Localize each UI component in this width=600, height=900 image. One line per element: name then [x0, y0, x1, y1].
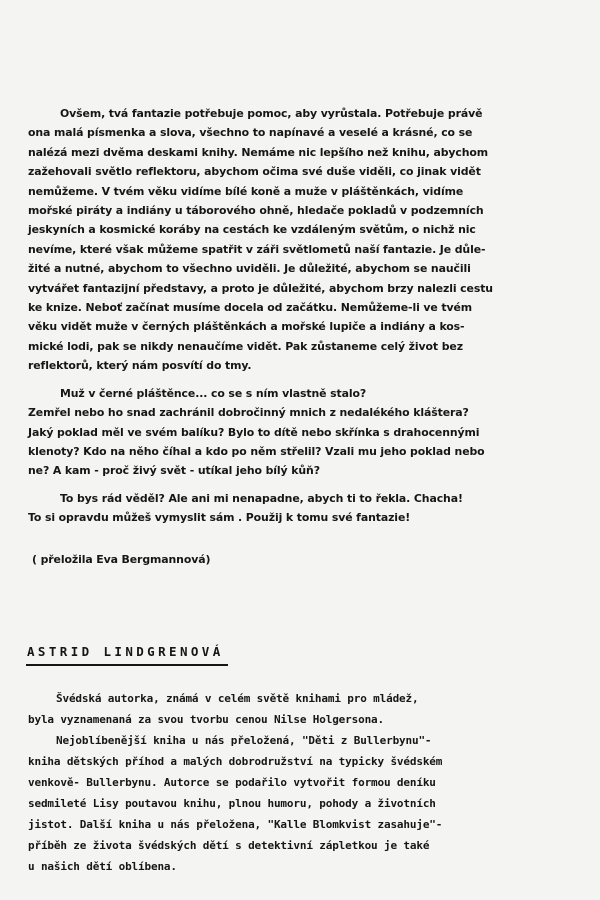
essay-line: nalézá mezi dvěma deskami knihy. Nemáme nic lepšího než knihu, abychom: [28, 145, 489, 159]
question-line: Muž v černé pláštěnce... co se s ním vlastně stalo?: [60, 386, 367, 400]
essay-line: ona malá písmenka a slova, všechno to napínavé a veselé a krásné, co se: [28, 126, 473, 140]
essay-line: nemůžeme. V tvém věku vidíme bílé koně a muže v pláštěnkách, vidíme: [28, 184, 464, 198]
bio-line: jistot. Další kniha u nás přeložena, "Kalle Blomkvist zasahuje"-: [28, 818, 443, 831]
essay-line: mické lodi, pak se nikdy nenaučíme vidět. Pak zůstaneme celý život bez: [28, 339, 463, 353]
bio-line: příběh ze života švédských dětí s detektivní zápletkou je také: [28, 839, 430, 852]
essay-line: jeskyních a kosmické koráby na cestách ke vzdáleným světům, o nichž nic: [28, 223, 476, 237]
translator-credit: ( přeložila Eva Bergmannová): [32, 552, 211, 566]
author-heading-block: [26, 644, 228, 666]
closing-line: To si opravdu můžeš vymyslit sám . Použij k tomu své fantazie!: [28, 511, 411, 525]
bio-line: Nejoblíbenější kniha u nás přeložená, "Děti z Bullerbynu"-: [56, 734, 432, 747]
author-heading: ASTRID LINDGRENOVÁ: [26, 644, 228, 666]
essay-line: mořské piráty a indiány u táborového ohně, hledače pokladů v podzemních: [28, 204, 484, 218]
essay-line: vytvářet fantazijní představy, a proto je důležité, abychom brzy nalezli cestu: [28, 281, 493, 295]
author-bio: [28, 688, 588, 877]
question-line: ne? A kam - proč živý svět - utíkal jeho bílý kůň?: [28, 464, 320, 478]
essay-line: žité a nutné, abychom to všechno uviděli. Je důležité, abychom se naučili: [28, 262, 471, 276]
bio-line: kniha dětských příhod a malých dobrodružství na typicky švédském: [28, 755, 443, 768]
essay-section: [28, 104, 576, 569]
essay-line: reflektorů, který nám posvítí do tmy.: [28, 359, 252, 373]
bio-line: Švédská autorka, známá v celém světě knihami pro mládež,: [56, 692, 419, 705]
essay-line: věku vidět muže v černých pláštěnkách a mořské lupiče a indiány a kos-: [28, 320, 465, 334]
closing-line: To bys rád věděl? Ale ani mi nenapadne, abych ti to řekla. Chacha!: [60, 491, 463, 505]
bio-line: u našich dětí oblíbena.: [28, 860, 177, 873]
essay-line: Ovšem, tvá fantazie potřebuje pomoc, aby vyrůstala. Potřebuje právě: [60, 107, 483, 120]
essay-line: zažehovali světlo reflektoru, abychom očima své duše viděli, co jinak vidět: [28, 165, 481, 179]
essay-line: ke knize. Neboť začínat musíme docela od začátku. Nemůžeme-li ve tvém: [28, 301, 473, 315]
question-line: Jaký poklad měl ve svém balíku? Bylo to dítě nebo skřínka s drahocennými: [28, 425, 480, 439]
essay-line: nevíme, které však můžeme spatřit v záři světlometů naší fantazie. Je důle-: [28, 242, 486, 256]
question-line: klenoty? Kdo na něho číhal a kdo po něm střelil? Vzali mu jeho poklad nebo: [28, 444, 485, 458]
question-line: Zemřel nebo ho snad zachránil dobročinný mnich z nedalékého kláštera?: [28, 406, 469, 420]
bio-line: venkově- Bullerbynu. Autorce se podařilo vytvořit formou deníku: [28, 776, 436, 789]
bio-line: sedmileté Lisy poutavou knihu, plnou humoru, pohody a životních: [28, 797, 436, 810]
bio-line: byla vyznamenaná za svou tvorbu cenou Nilse Holgersona.: [28, 713, 384, 726]
